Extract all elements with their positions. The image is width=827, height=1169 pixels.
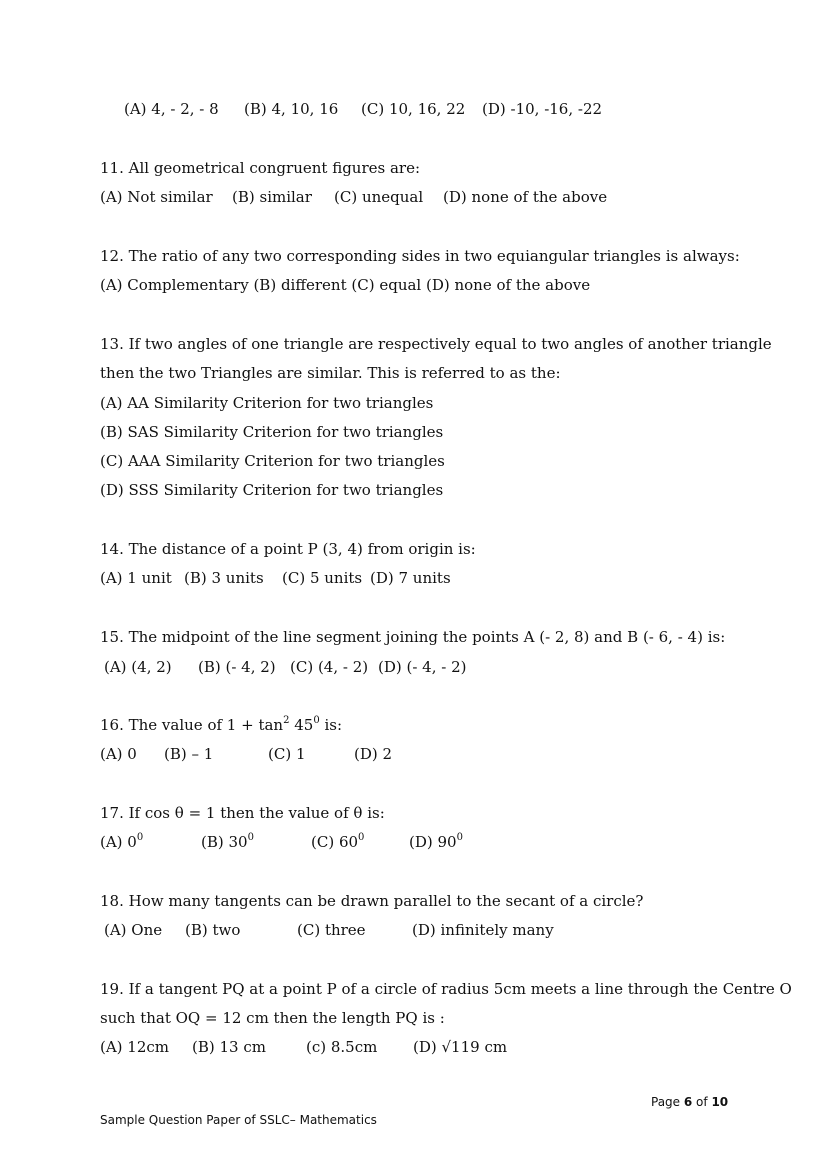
q19-option-c: (c) 8.5cm (306, 1038, 378, 1056)
q17-option-c: (C) $60^0$ (311, 832, 365, 851)
q18-option-a: (A) One (104, 921, 163, 939)
q18-option-d: (D) infinitely many (412, 921, 554, 939)
page-number: Page 6 of 10 (651, 1095, 729, 1109)
q11-option-d: (D) none of the above (443, 188, 608, 206)
q17-option-b: (B) $30^0$ (201, 832, 254, 851)
q13-option-c: (C) AAA Similarity Criterion for two triangles (100, 452, 445, 470)
q11-question: 11. All geometrical congruent figures are: (100, 159, 421, 177)
q19-option-a: (A) 12cm (100, 1038, 170, 1056)
q13-option-d: (D) SSS Similarity Criterion for two triangles (100, 481, 444, 499)
q19-option-d: (D) √119 cm (413, 1038, 508, 1056)
q15-option-c: (C) (4, - 2) (290, 658, 369, 676)
q16-question-text: 16. The value of 1 + tan (100, 716, 284, 734)
q17-option-a: (A) $0^0$ (100, 832, 144, 851)
q19-question-line2: such that OQ = 12 cm then the length PQ is : (100, 1009, 445, 1027)
q17-question: 17. If cos θ = 1 then the value of θ is: (100, 804, 385, 822)
q10-option-d: (D) -10, -16, -22 (482, 100, 603, 118)
q16-question-angle: 45 (289, 716, 314, 734)
q13-question-line2: then the two Triangles are similar. This is referred to as the: (100, 364, 561, 382)
q15-option-a: (A) (4, 2) (104, 658, 172, 676)
q18-option-b: (B) two (185, 921, 241, 939)
q15-question: 15. The midpoint of the line segment joining the points A (- 2, 8) and B (- 6, - 4) is: (100, 628, 726, 646)
q10-option-a: (A) 4, - 2, - 8 (124, 100, 219, 118)
q16-option-a: (A) 0 (100, 745, 137, 763)
q14-option-a: (A) 1 unit (100, 569, 172, 587)
q15-option-d: (D) (- 4, - 2) (378, 658, 467, 676)
q16-question-end: is: (319, 716, 343, 734)
q17-option-d: (D) $90^0$ (409, 832, 463, 851)
q16-degree: 0 (313, 715, 320, 726)
q16-question (100, 715, 342, 735)
q10-option-b: (B) 4, 10, 16 (244, 100, 339, 118)
q18-option-c: (C) three (297, 921, 366, 939)
q18-question: 18. How many tangents can be drawn parallel to the secant of a circle? (100, 892, 644, 910)
q14-option-b: (B) 3 units (184, 569, 264, 587)
q16-option-c: (C) 1 (268, 745, 306, 763)
q19-question-line1: 19. If a tangent PQ at a point P of a circle of radius 5cm meets a line through the Centre O (100, 980, 792, 998)
q16-option-b: (B) – 1 (164, 745, 214, 763)
q11-option-a: (A) Not similar (100, 188, 213, 206)
q13-option-a: (A) AA Similarity Criterion for two triangles (100, 394, 434, 412)
q19-option-b: (B) 13 cm (192, 1038, 266, 1056)
q16-superscript: 2 (283, 715, 290, 726)
q15-option-b: (B) (- 4, 2) (198, 658, 276, 676)
q13-option-b: (B) SAS Similarity Criterion for two triangles (100, 423, 444, 441)
q16-option-d: (D) 2 (354, 745, 393, 763)
q10-option-c: (C) 10, 16, 22 (361, 100, 466, 118)
q13-question-line1: 13. If two angles of one triangle are respectively equal to two angles of another triangle (100, 335, 772, 353)
q12-question: 12. The ratio of any two corresponding sides in two equiangular triangles is always: (100, 247, 740, 265)
paper-title: Sample Question Paper of SSLC– Mathematics (100, 1113, 377, 1127)
q11-option-b: (B) similar (232, 188, 312, 206)
q11-option-c: (C) unequal (334, 188, 424, 206)
q14-option-c: (C) 5 units (282, 569, 363, 587)
q12-options: (A) Complementary (B) different (C) equal (D) none of the above (100, 276, 591, 294)
q14-question: 14. The distance of a point P (3, 4) from origin is: (100, 540, 476, 558)
q14-option-d: (D) 7 units (370, 569, 451, 587)
